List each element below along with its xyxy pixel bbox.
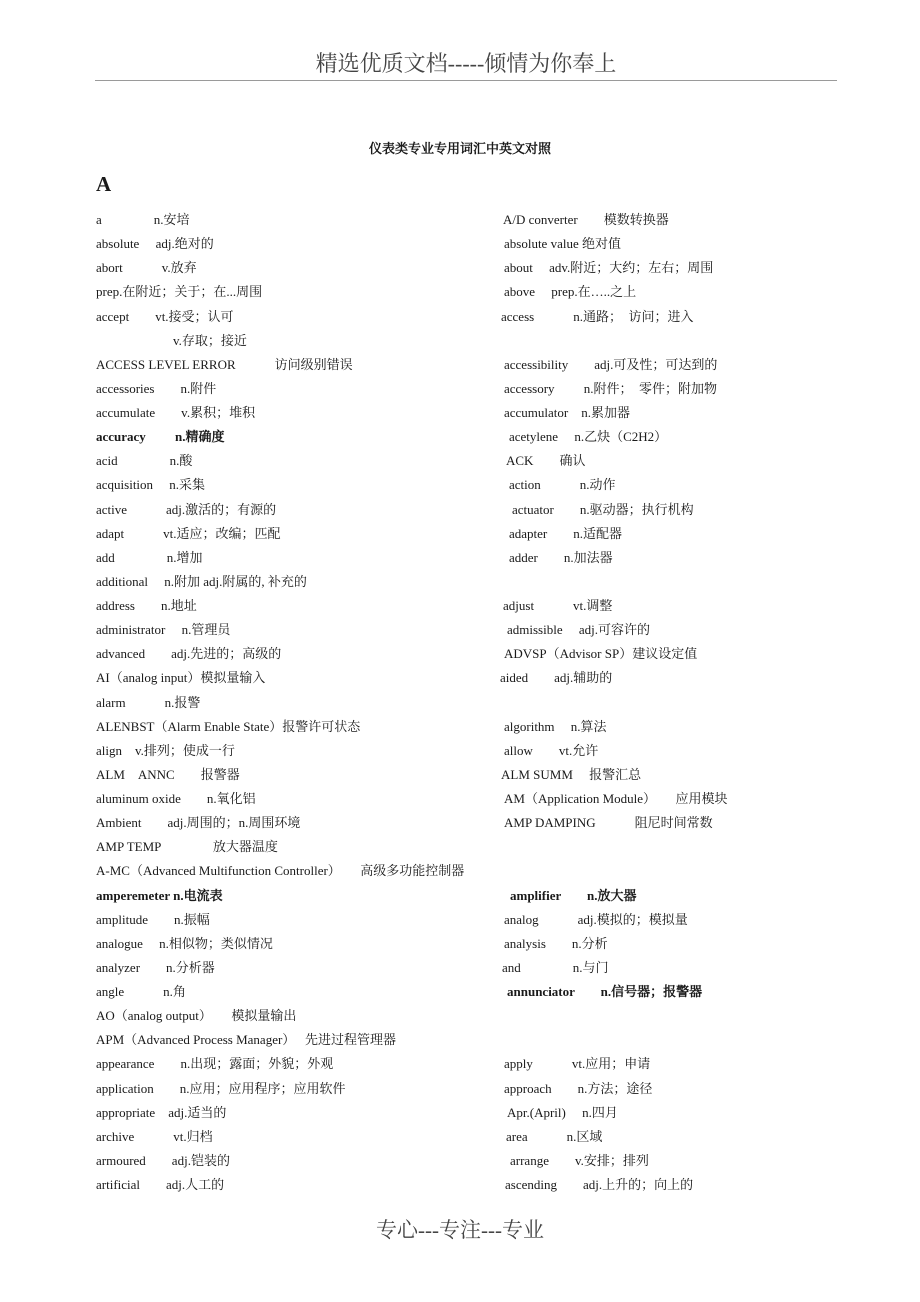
glossary-row [0, 546, 920, 570]
term-right: and n.与门 [502, 959, 609, 975]
glossary-row [0, 280, 920, 304]
term-left: appropriate adj.适当的 [96, 1104, 227, 1120]
glossary-row [0, 425, 920, 449]
term-left: armoured adj.铠装的 [96, 1152, 230, 1168]
glossary-row [0, 570, 920, 594]
term-right: accumulator n.累加器 [504, 405, 630, 420]
page-footer [0, 1214, 920, 1244]
term-left: appearance n.出现；露面；外貌；外观 [96, 1056, 334, 1072]
glossary-row [0, 449, 920, 473]
term-right: analysis n.分析 [504, 935, 608, 951]
term-left: Ambient adj.周围的；n.周围环境 [96, 815, 301, 831]
glossary-row [0, 666, 920, 690]
term-left: a n.安培 [96, 212, 190, 227]
term-left: accumulate v.累积；堆积 [96, 405, 256, 420]
glossary-row [0, 1028, 920, 1052]
term-right: AMP DAMPING 阻尼时间常数 [504, 815, 713, 831]
term-left: ACCESS LEVEL ERROR 访问级别错误 [96, 356, 353, 372]
glossary-row [0, 377, 920, 401]
term-left: analyzer n.分析器 [96, 959, 215, 975]
term-left: acid n.酸 [96, 453, 193, 469]
term-left: angle n.角 [96, 984, 186, 999]
term-right: aided adj.辅助的 [500, 670, 613, 686]
term-left: ALM ANNC 报警器 [96, 766, 240, 782]
glossary-row [0, 305, 920, 329]
glossary-row [0, 256, 920, 280]
term-right: approach n.方法；途径 [504, 1080, 653, 1096]
term-left: accept vt.接受；认可 [96, 308, 234, 324]
glossary-row [0, 1125, 920, 1149]
term-right: about adv.附近；大约；左右；周围 [504, 260, 714, 276]
term-right: A/D converter 模数转换器 [503, 212, 669, 227]
term-right: analog adj.模拟的；模拟量 [504, 911, 688, 927]
term-right: adjust vt.调整 [503, 598, 613, 613]
term-left: artificial adj.人工的 [96, 1177, 225, 1192]
term-left: prep.在附近；关于；在...周围 [96, 284, 263, 300]
glossary-row [0, 739, 920, 763]
glossary-row [0, 763, 920, 787]
term-left: A-MC（Advanced Multifunction Controller） 高级多功能控制器 [96, 863, 465, 879]
glossary-row [0, 401, 920, 425]
glossary-row [0, 932, 920, 956]
glossary-row [0, 859, 920, 883]
term-right: adapter n.适配器 [509, 525, 623, 541]
term-right: AM（Application Module） 应用模块 [504, 791, 728, 806]
term-right: allow vt.允许 [504, 742, 599, 758]
term-left: application n.应用；应用程序；应用软件 [96, 1080, 346, 1096]
glossary-row [0, 329, 920, 353]
term-right: action n.动作 [509, 477, 616, 493]
term-right: annunciator n.信号器；报警器 [507, 984, 703, 999]
term-right: ALM SUMM 报警汇总 [501, 766, 642, 782]
term-left: align v.排列；使成一行 [96, 742, 235, 758]
term-left: address n.地址 [96, 598, 197, 613]
term-left: AI（analog input）模拟量输入 [96, 670, 266, 686]
term-left: AO（analog output） 模拟量输出 [96, 1008, 297, 1024]
term-left: accuracy n.精确度 [96, 429, 225, 445]
term-left: advanced adj.先进的；高级的 [96, 646, 282, 662]
term-left: active adj.激活的；有源的 [96, 501, 277, 517]
term-right: actuator n.驱动器；执行机构 [512, 501, 694, 517]
term-right: ascending adj.上升的；向上的 [505, 1177, 694, 1192]
term-right: admissible adj.可容许的 [507, 622, 650, 638]
term-left: aluminum oxide n.氧化铝 [96, 791, 256, 806]
term-left: amperemeter n.电流表 [96, 887, 223, 903]
term-right: absolute value 绝对值 [504, 236, 621, 252]
term-left: v.存取；接近 [173, 332, 247, 348]
glossary-row [0, 691, 920, 715]
glossary-row [0, 498, 920, 522]
page-header [95, 50, 837, 81]
glossary-row [0, 618, 920, 642]
glossary-row [0, 1149, 920, 1173]
term-left: absolute adj.绝对的 [96, 236, 214, 252]
term-left: ALENBST（Alarm Enable State）报警许可状态 [96, 718, 361, 734]
glossary-row [0, 908, 920, 932]
glossary-row [0, 1052, 920, 1076]
glossary-row [0, 232, 920, 256]
glossary-row [0, 980, 920, 1004]
glossary-row [0, 353, 920, 377]
term-left: analogue n.相似物；类似情况 [96, 935, 273, 951]
glossary-row [0, 208, 920, 232]
term-left: APM（Advanced Process Manager） 先进过程管理器 [96, 1032, 397, 1048]
glossary-row [0, 884, 920, 908]
glossary-table [0, 208, 920, 1197]
term-left: alarm n.报警 [96, 694, 201, 710]
glossary-row [0, 522, 920, 546]
term-right: Apr.(April) n.四月 [507, 1104, 618, 1120]
glossary-row [0, 473, 920, 497]
glossary-row [0, 956, 920, 980]
section-letter: A [96, 172, 112, 196]
document-title: 仪表类专业专用词汇中英文对照 [368, 142, 551, 157]
term-right: adder n.加法器 [509, 549, 613, 565]
term-right: acetylene n.乙炔（C2H2） [509, 429, 668, 445]
term-right: algorithm n.算法 [504, 718, 607, 734]
glossary-row [0, 1077, 920, 1101]
header-text: 精选优质文档-----倾情为你奉上 [315, 51, 617, 76]
footer-text: 专心---专注---专业 [376, 1218, 544, 1242]
glossary-row [0, 811, 920, 835]
term-left: add n.增加 [96, 549, 203, 565]
glossary-row [0, 835, 920, 859]
term-right: accessory n.附件； 零件；附加物 [504, 380, 718, 396]
term-right: ADVSP（Advisor SP）建议设定值 [504, 646, 698, 662]
term-left: AMP TEMP 放大器温度 [96, 839, 278, 855]
glossary-row [0, 787, 920, 811]
term-right: amplifier n.放大器 [510, 887, 637, 903]
term-left: additional n.附加 adj.附属的, 补充的 [96, 573, 307, 589]
term-left: accessories n.附件 [96, 380, 217, 396]
term-right: accessibility adj.可及性；可达到的 [504, 356, 718, 372]
term-left: abort v.放弃 [96, 260, 197, 276]
term-right: above prep.在…..之上 [504, 284, 637, 300]
term-right: ACK 确认 [506, 453, 586, 469]
term-right: arrange v.安排；排列 [510, 1152, 649, 1168]
glossary-row [0, 1173, 920, 1197]
glossary-row [0, 642, 920, 666]
term-left: archive vt.归档 [96, 1128, 213, 1144]
term-left: administrator n.管理员 [96, 622, 231, 638]
term-left: acquisition n.采集 [96, 477, 206, 493]
term-right: area n.区域 [506, 1128, 603, 1144]
glossary-row [0, 1004, 920, 1028]
glossary-row [0, 715, 920, 739]
term-right: access n.通路； 访问；进入 [501, 308, 694, 324]
glossary-row [0, 1101, 920, 1125]
term-right: apply vt.应用；申请 [504, 1056, 651, 1072]
term-left: adapt vt.适应；改编；匹配 [96, 525, 281, 541]
glossary-row [0, 594, 920, 618]
term-left: amplitude n.振幅 [96, 911, 210, 927]
